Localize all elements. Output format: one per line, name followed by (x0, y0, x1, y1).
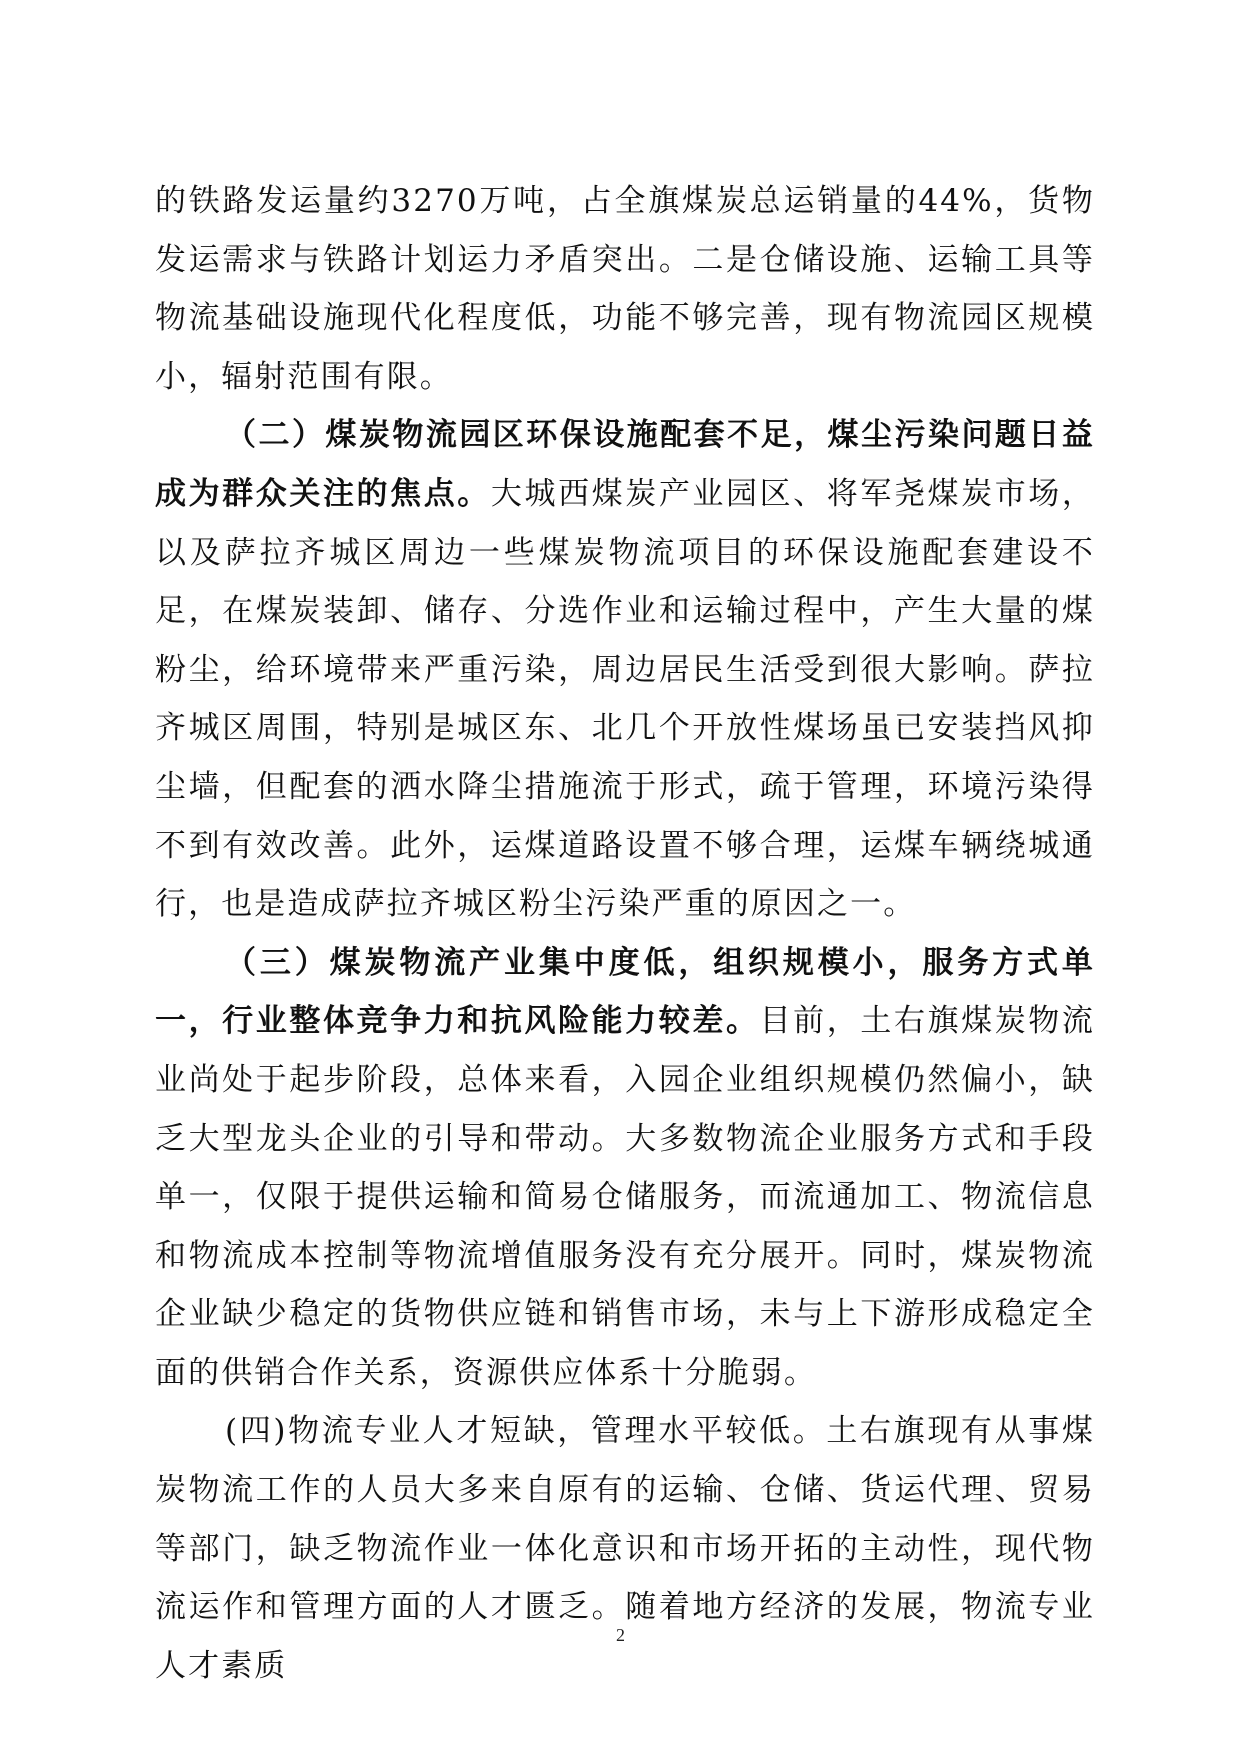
section-heading-2: （二）煤炭物流园区环保设施配套不足，煤尘污染问题日益成为群众关注的焦点。 (155, 417, 1095, 512)
paragraph-4 (155, 1402, 1095, 1695)
paragraph-2 (155, 406, 1095, 933)
paragraph-3-text: 目前，土右旗煤炭物流业尚处于起步阶段，总体来看，入园企业组织规模仍然偏小，缺乏大型龙头企业的引导和带动。大多数物流企业服务方式和手段单一，仅限于提供运输和简易仓储服务，而流通加工、物流信息和物流成本控制等物流增值服务没有充分展开。同时，煤炭物流企业缺少稳定的货物供应链和销售市场，未与上下游形成稳定全面的供销合作关系，资源供应体系十分脆弱。 (155, 1003, 1095, 1391)
page-number: 2 (616, 1625, 625, 1645)
document-body (155, 172, 1095, 1695)
paragraph-3 (155, 934, 1095, 1403)
section-heading-4: (四)物流专业人才短缺，管理水平较低。 (225, 1413, 827, 1450)
section-heading-3: （三）煤炭物流产业集中度低，组织规模小，服务方式单一，行业整体竞争力和抗风险能力较差。 (155, 944, 1095, 1040)
paragraph-2-text: 大城西煤炭产业园区、将军尧煤炭市场，以及萨拉齐城区周边一些煤炭物流项目的环保设施配套建设不足，在煤炭装卸、储存、分选作业和运输过程中，产生大量的煤粉尘，给环境带来严重污染，周边居民生活受到很大影响。萨拉齐城区周围，特别是城区东、北几个开放性煤场虽已安装挡风抑尘墙，但配套的洒水降尘措施流于形式，疏于管理，环境污染得不到有效改善。此外，运煤道路设置不够合理，运煤车辆绕城通行，也是造成萨拉齐城区粉尘污染严重的原因之一。 (155, 475, 1095, 923)
paragraph-4-text: 土右旗现有从事煤炭物流工作的人员大多来自原有的运输、仓储、货运代理、贸易等部门，缺乏物流作业一体化意识和市场开拓的主动性，现代物流运作和管理方面的人才匮乏。随着地方经济的发展，物流专业人才素质 (155, 1413, 1095, 1684)
paragraph-1 (155, 172, 1095, 406)
paragraph-1-text: 的铁路发运量约3270万吨，占全旗煤炭总运销量的44%，货物发运需求与铁路计划运力矛盾突出。二是仓储设施、运输工具等物流基础设施现代化程度低，功能不够完善，现有物流园区规模小，辐射范围有限。 (155, 183, 1095, 395)
